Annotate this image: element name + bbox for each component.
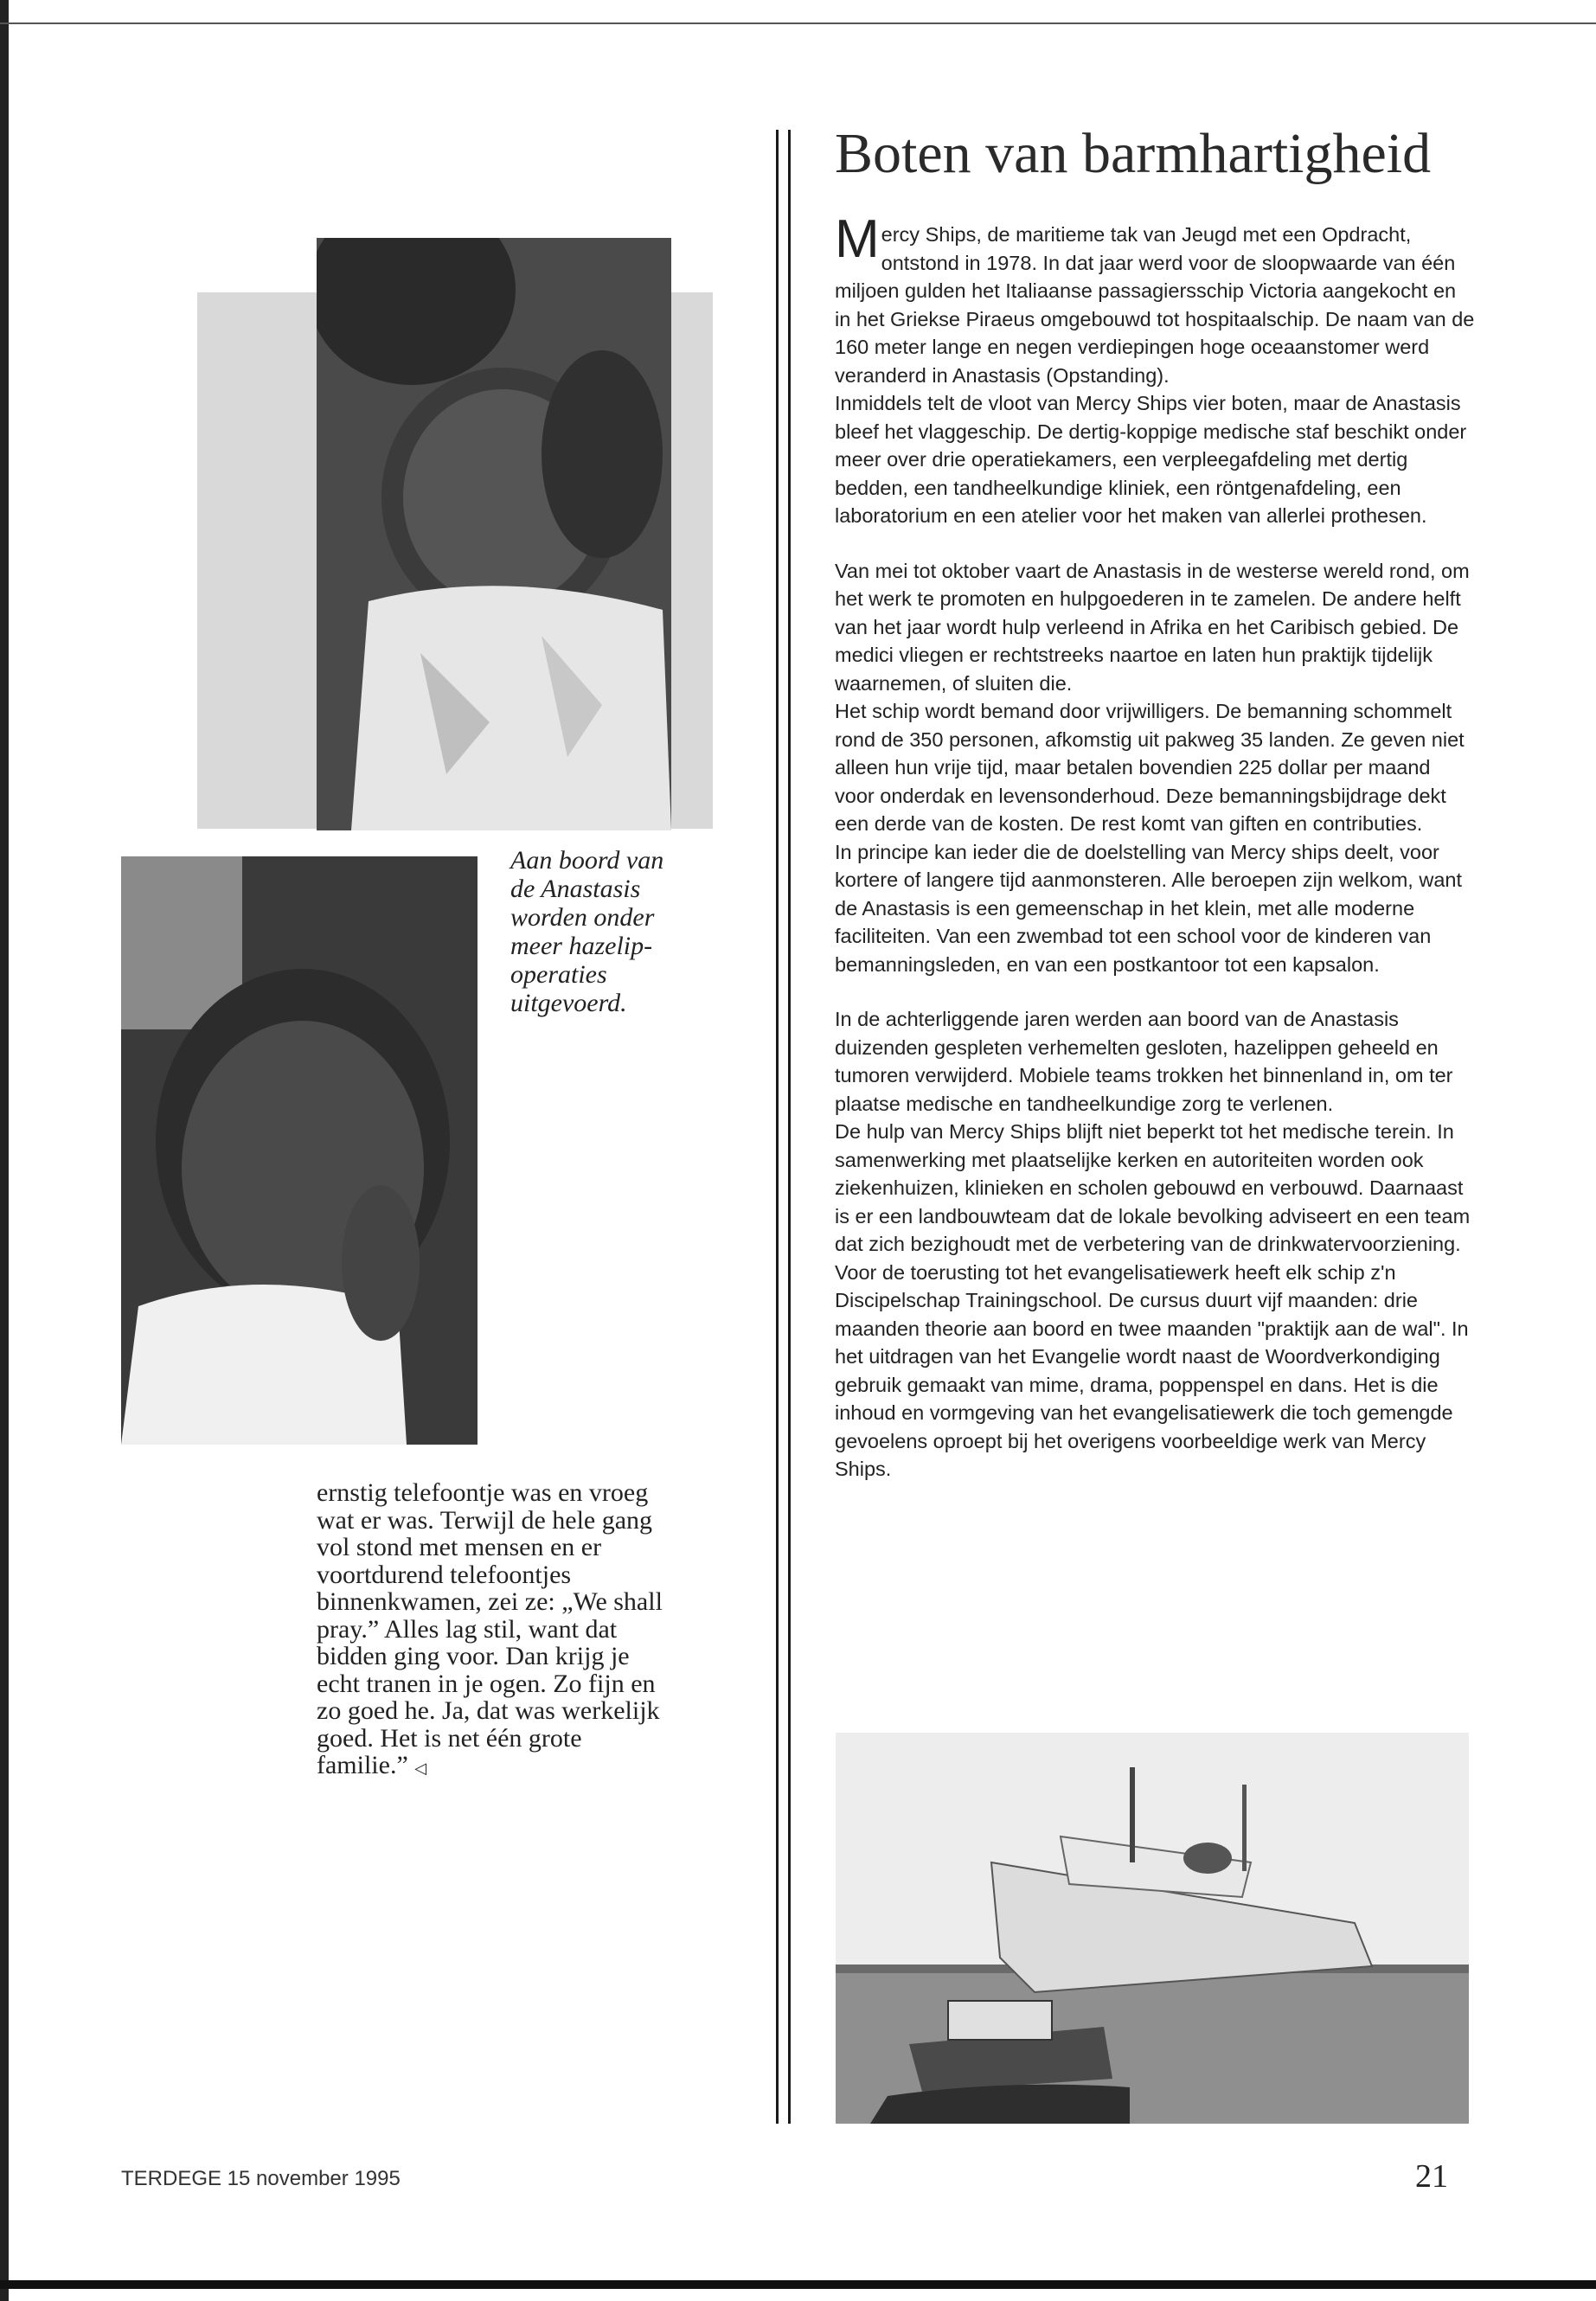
body-paragraph: Inmiddels telt de vloot van Mercy Ships vier boten, maar de Anastasis bleef het vlaggeschip. De dertig-koppige medische staf beschikt onder meer over drie operatiekamers, een verpleegafdeling met dertig bedden, een tandheelkundige kliniek, een röntgenafdeling, een laboratorium en een atelier voor het maken van allerlei prothesen. — [835, 392, 1467, 527]
article-body — [835, 209, 1475, 1484]
footer-publication: TERDEGE 15 november 1995 — [121, 2167, 401, 2190]
photo-child-with-mother-image — [317, 238, 671, 830]
left-column-paragraph: ernstig telefoontje was en vroeg wat er was. Terwijl de hele gang vol stond met mensen en er voortdurend telefoontjes binnenkwamen, zei ze: „We shall pray.” Alles lag stil, want dat bidden ging voor. Dan krijg je echt tranen in je ogen. Zo fijn en zo goed he. Ja, dat was werkelijk goed. Het is net één grote familie.” — [317, 1478, 663, 1779]
paragraph-group-1 — [835, 209, 1475, 530]
photo-ship-anastasis — [836, 1733, 1469, 2124]
photo-child-with-mother — [317, 238, 671, 830]
page-edge-bar — [0, 0, 9, 2301]
photo-caption: Aan boord van de Anastasis worden onder meer hazelip-operaties uitgevoerd. — [510, 846, 664, 1017]
body-paragraph: ercy Ships, de maritieme tak van Jeugd met een Opdracht, ontstond in 1978. In dat jaar werd voor de sloopwaarde van één miljoen gulden het Italiaanse passagiersschip Victoria aangekocht en in het Griekse Piraeus omgebouwd tot hospitaalschip. De naam van de 160 meter lange en negen verdiepingen hoge oceaanstomer werd veranderd in Anastasis (Opstanding). — [835, 223, 1475, 387]
photo-young-child — [121, 856, 478, 1445]
page-number: 21 — [1415, 2158, 1448, 2195]
end-mark-icon: ◁ — [414, 1759, 427, 1777]
paragraph-group-2 — [835, 557, 1475, 979]
bottom-bar — [0, 2280, 1596, 2289]
drop-cap: M — [835, 209, 880, 269]
body-paragraph: Het schip wordt bemand door vrijwilligers. De bemanning schommelt rond de 350 personen, afkomstig uit pakweg 35 landen. Ze geven niet alleen hun vrije tijd, maar betalen bovendien 225 dollar per maand voor onderdak en levensonderhoud. Deze bemanningsbijdrage dekt een derde van de kosten. De rest komt van giften en contributies. — [835, 700, 1465, 835]
left-column-text — [317, 1479, 667, 1783]
body-paragraph: In principe kan ieder die de doelstelling van Mercy ships deelt, voor kortere of langere tijd aanmonsteren. Alle beroepen zijn welkom, want de Anastasis is een gemeenschap in het klein, met alle moderne faciliteiten. Van een zwembad tot een school voor de kinderen van bemanningsleden, en van een postkantoor tot een kapsalon. — [835, 840, 1462, 976]
body-paragraph: De hulp van Mercy Ships blijft niet beperkt tot het medische terein. In samenwerking met plaatselijke kerken en autoriteiten worden ook ziekenhuizen, klinieken en scholen gebouwd en verbouwd. Daarnaast is er een landbouwteam dat de lokale bevolking adviseert en een team dat zich bezighoudt met de verbetering van de drinkwatervoorziening. — [835, 1120, 1471, 1255]
top-rule — [0, 22, 1596, 24]
body-paragraph: In de achterliggende jaren werden aan boord van de Anastasis duizenden gespleten verhemelten gesloten, hazelippen geheeld en tumoren verwijderd. Mobiele teams trokken het binnenland in, om ter plaatse medische en tandheelkundige zorg te verlenen. — [835, 1008, 1453, 1115]
article-title: Boten van barmhartigheid — [835, 122, 1432, 185]
paragraph-group-3 — [835, 1005, 1475, 1484]
photo-ship-anastasis-image — [836, 1733, 1469, 2124]
column-rule-right — [788, 130, 791, 2124]
body-paragraph: Voor de toerusting tot het evangelisatiewerk heeft elk schip z'n Discipelschap Trainingschool. De cursus duurt vijf maanden: drie maanden theorie aan boord en twee maanden "praktijk aan de wal". In het uitdragen van het Evangelie wordt naast de Woordverkondiging gebruik gemaakt van mime, drama, poppenspel en dans. Het is die inhoud en vormgeving van het evangelisatiewerk die toch gemengde gevoelens oproept bij het overigens voorbeeldige werk van Mercy Ships. — [835, 1260, 1469, 1480]
body-paragraph: Van mei tot oktober vaart de Anastasis in de westerse wereld rond, om het werk te promoten en hulpgoederen in te zamelen. De andere helft van het jaar wordt hulp verleend in Afrika en het Caribisch gebied. De medici vliegen er rechtstreeks naartoe en laten hun praktijk tijdelijk waarnemen, of sluiten die. — [835, 559, 1470, 695]
column-rule-left — [776, 130, 779, 2124]
photo-young-child-image — [121, 856, 478, 1445]
